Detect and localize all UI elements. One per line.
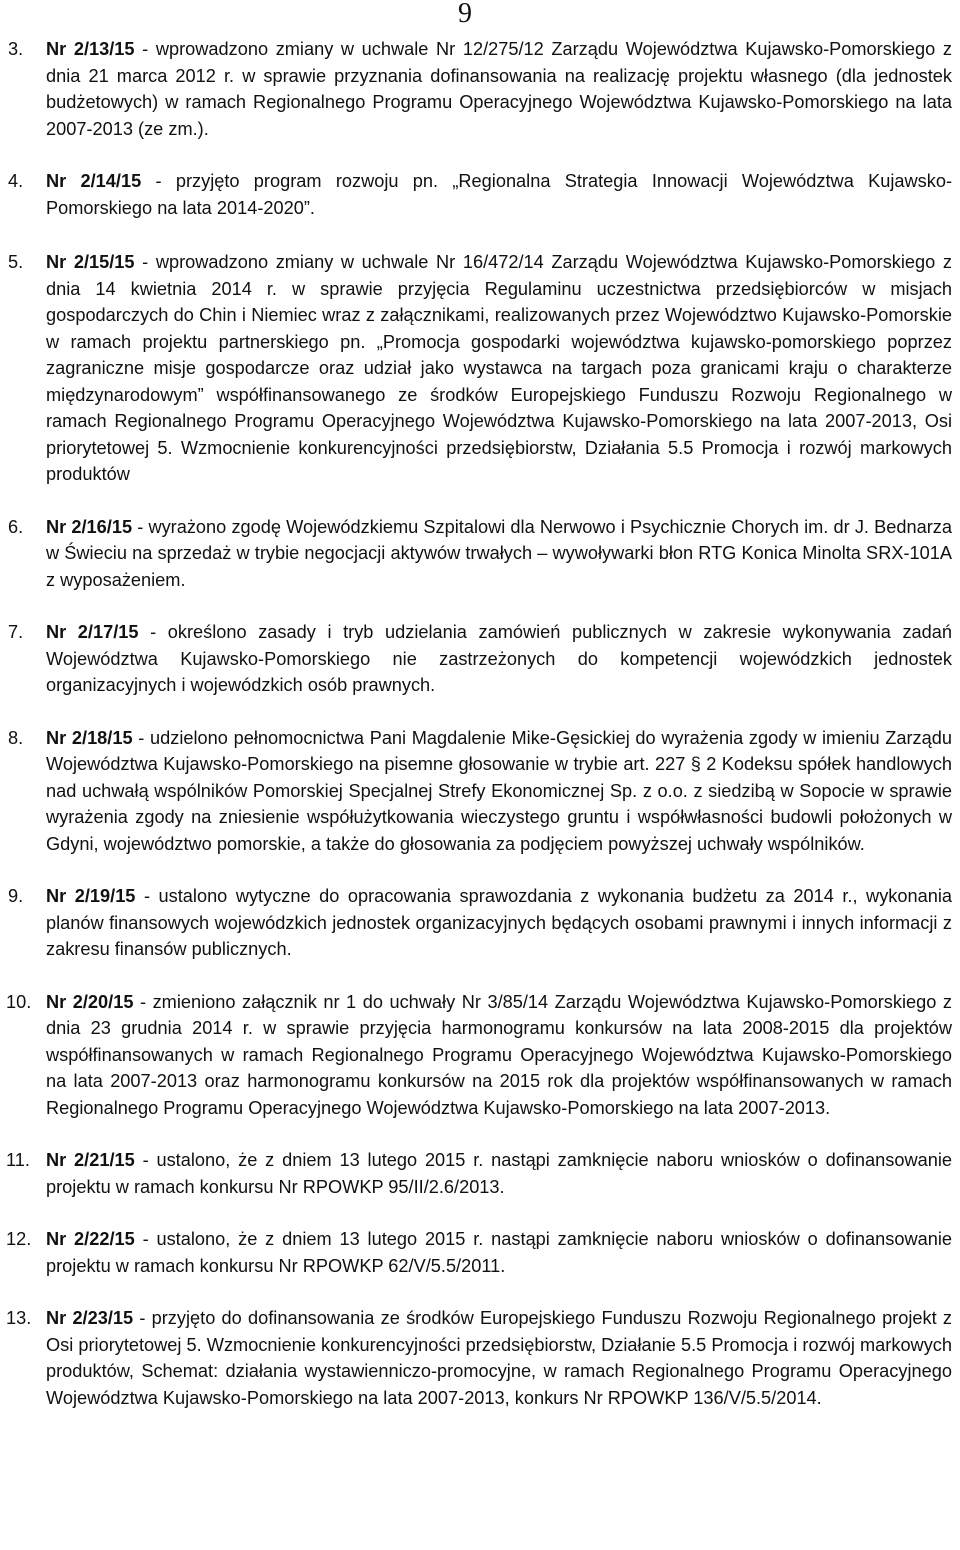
resolution-ref: Nr 2/17/15 xyxy=(46,622,139,642)
page-number: 9 xyxy=(458,0,472,29)
item-number: 4. xyxy=(8,171,24,191)
resolutions-list xyxy=(8,36,952,1437)
item-number: 12. xyxy=(6,1229,32,1249)
resolution-ref: Nr 2/22/15 xyxy=(46,1229,135,1249)
item-text: - wyrażono zgodę Wojewódzkiemu Szpitalowi dla Nerwowo i Psychicznie Chorych im. dr J. Bednarza w Świeciu na sprzedaż w trybie negocjacji aktywów trwałych – wywoływarki błon RTG Konica Minolta SRX-101A z wyposażeniem. xyxy=(46,516,953,590)
resolution-ref: Nr 2/23/15 xyxy=(46,1308,134,1328)
resolution-ref: Nr 2/15/15 xyxy=(46,252,135,272)
item-text: - przyjęto do dofinansowania ze środków Europejskiego Funduszu Rozwoju Regionalnego projekt z Osi priorytetowej 5. Wzmocnienie konkurencyjności przedsiębiorstw, Działanie 5.5 Promocja i rozwój markowych produktów, Schemat: działania wystawienniczo-promocyjne, w ramach Regionalnego Programu Operacyjnego Województwa Kujawsko-Pomorskiego na lata 2007-2013, konkurs Nr RPOWKP 136/V/5.5/2014. xyxy=(46,1308,952,1408)
list-item xyxy=(8,725,952,858)
resolution-ref: Nr 2/16/15 xyxy=(46,516,133,537)
item-text: - wprowadzono zmiany w uchwale Nr 16/472/14 Zarządu Województwa Kujawsko-Pomorskiego z dnia 14 kwietnia 2014 r. w sprawie przyjęcia Regulaminu uczestnictwa przedsiębiorców w misjach gospodarczych do Chin i Niemiec wraz z załącznikami, realizowanych przez Województwo Kujawsko-Pomorskie w ramach projektu partnerskiego pn. „Promocja gospodarki województwa kujawsko-pomorskiego poprzez zagraniczne misje gospodarcze oraz udział jako wystawca na targach poza granicami kraju o charakterze międzynarodowym” współfinansowanego ze środków Europejskiego Funduszu Rozwoju Regionalnego w ramach Regionalnego Programu Operacyjnego Województwa Kujawsko-Pomorskiego na lata 2007-2013, Osi priorytetowej 5. Wzmocnienie konkurencyjności przedsiębiorstw, Działania 5.5 Promocja i rozwój markowych produktów xyxy=(46,252,952,484)
item-number: 11. xyxy=(6,1150,30,1170)
list-item xyxy=(8,1305,952,1411)
item-number: 9. xyxy=(8,886,24,906)
item-text: - zmieniono załącznik nr 1 do uchwały Nr 3/85/14 Zarządu Województwa Kujawsko-Pomorskiego z dnia 23 grudnia 2014 r. w sprawie przyjęcia harmonogramu konkursów na lata 2008-2015 dla projektów współfinansowanych w ramach Regionalnego Programu Operacyjnego Województwa Kujawsko-Pomorskiego na lata 2007-2013 oraz harmonogramu konkursów na 2015 rok dla projektów współfinansowanych w ramach Regionalnego Programu Operacyjnego Województwa Kujawsko-Pomorskiego na lata 2007-2013. xyxy=(46,991,952,1118)
list-item xyxy=(8,1147,952,1200)
item-number: 5. xyxy=(8,252,24,272)
item-number: 10. xyxy=(6,991,32,1012)
item-number: 13. xyxy=(6,1308,32,1328)
item-text: - ustalono wytyczne do opracowania sprawozdania z wykonania budżetu za 2014 r., wykonania planów finansowych wojewódzkich jednostek organizacyjnych będących osobami prawnymi i innych informacji z zakresu finansów publicznych. xyxy=(46,886,952,959)
item-text: - ustalono, że z dniem 13 lutego 2015 r. nastąpi zamknięcie naboru wniosków o dofinansowanie projektu w ramach konkursu Nr RPOWKP 95/II/2.6/2013. xyxy=(46,1150,952,1197)
item-text: - wprowadzono zmiany w uchwale Nr 12/275/12 Zarządu Województwa Kujawsko-Pomorskiego z dnia 21 marca 2012 r. w sprawie przyznania dofinansowania na realizację projektu własnego (dla jednostek budżetowych) w ramach Regionalnego Programu Operacyjnego Województwa Kujawsko-Pomorskiego na lata 2007-2013 (ze zm.). xyxy=(46,39,952,139)
item-number: 6. xyxy=(8,516,24,537)
list-item xyxy=(8,619,952,699)
list-item xyxy=(8,1226,952,1279)
item-text: - określono zasady i tryb udzielania zamówień publicznych w zakresie wykonywania zadań Województwa Kujawsko-Pomorskiego nie zastrzeżonych do kompetencji wojewódzkich jednostek organizacyjnych i wojewódzkich osób prawnych. xyxy=(46,622,952,695)
item-text: - przyjęto program rozwoju pn. „Regionalna Strategia Innowacji Województwa Kujawsko-Pomorskiego na lata 2014-2020”. xyxy=(46,171,952,218)
resolution-ref: Nr 2/19/15 xyxy=(46,886,136,906)
item-number: 7. xyxy=(8,622,24,642)
resolution-ref: Nr 2/13/15 xyxy=(46,39,135,59)
item-number: 8. xyxy=(8,727,24,748)
list-item xyxy=(8,36,952,142)
list-item xyxy=(8,989,952,1122)
list-item xyxy=(8,249,952,488)
item-text: - udzielono pełnomocnictwa Pani Magdalenie Mike-Gęsickiej do wyrażenia zgody w imieniu Zarządu Województwa Kujawsko-Pomorskiego na pisemne głosowanie w trybie art. 227 § 2 Kodeksu spółek handlowych nad uchwałą wspólników Pomorskiej Specjalnej Strefy Ekonomicznej Sp. z o.o. z siedzibą w Sopocie w sprawie wyrażenia zgody na zniesienie współużytkowania wieczystego gruntu i współwłasności budowli położonych w Gdyni, województwo pomorskie, a także do głosowania za podjęciem powyższej uchwały wspólników. xyxy=(46,727,952,854)
resolution-ref: Nr 2/20/15 xyxy=(46,991,134,1012)
resolution-ref: Nr 2/18/15 xyxy=(46,727,133,748)
item-text: - ustalono, że z dniem 13 lutego 2015 r. nastąpi zamknięcie naboru wniosków o dofinansowanie projektu w ramach konkursu Nr RPOWKP 62/V/5.5/2011. xyxy=(46,1229,952,1276)
resolution-ref: Nr 2/21/15 xyxy=(46,1150,135,1170)
list-item xyxy=(8,883,952,963)
list-item xyxy=(8,514,952,594)
resolution-ref: Nr 2/14/15 xyxy=(46,171,142,191)
item-number: 3. xyxy=(8,39,24,59)
list-item xyxy=(8,168,952,221)
